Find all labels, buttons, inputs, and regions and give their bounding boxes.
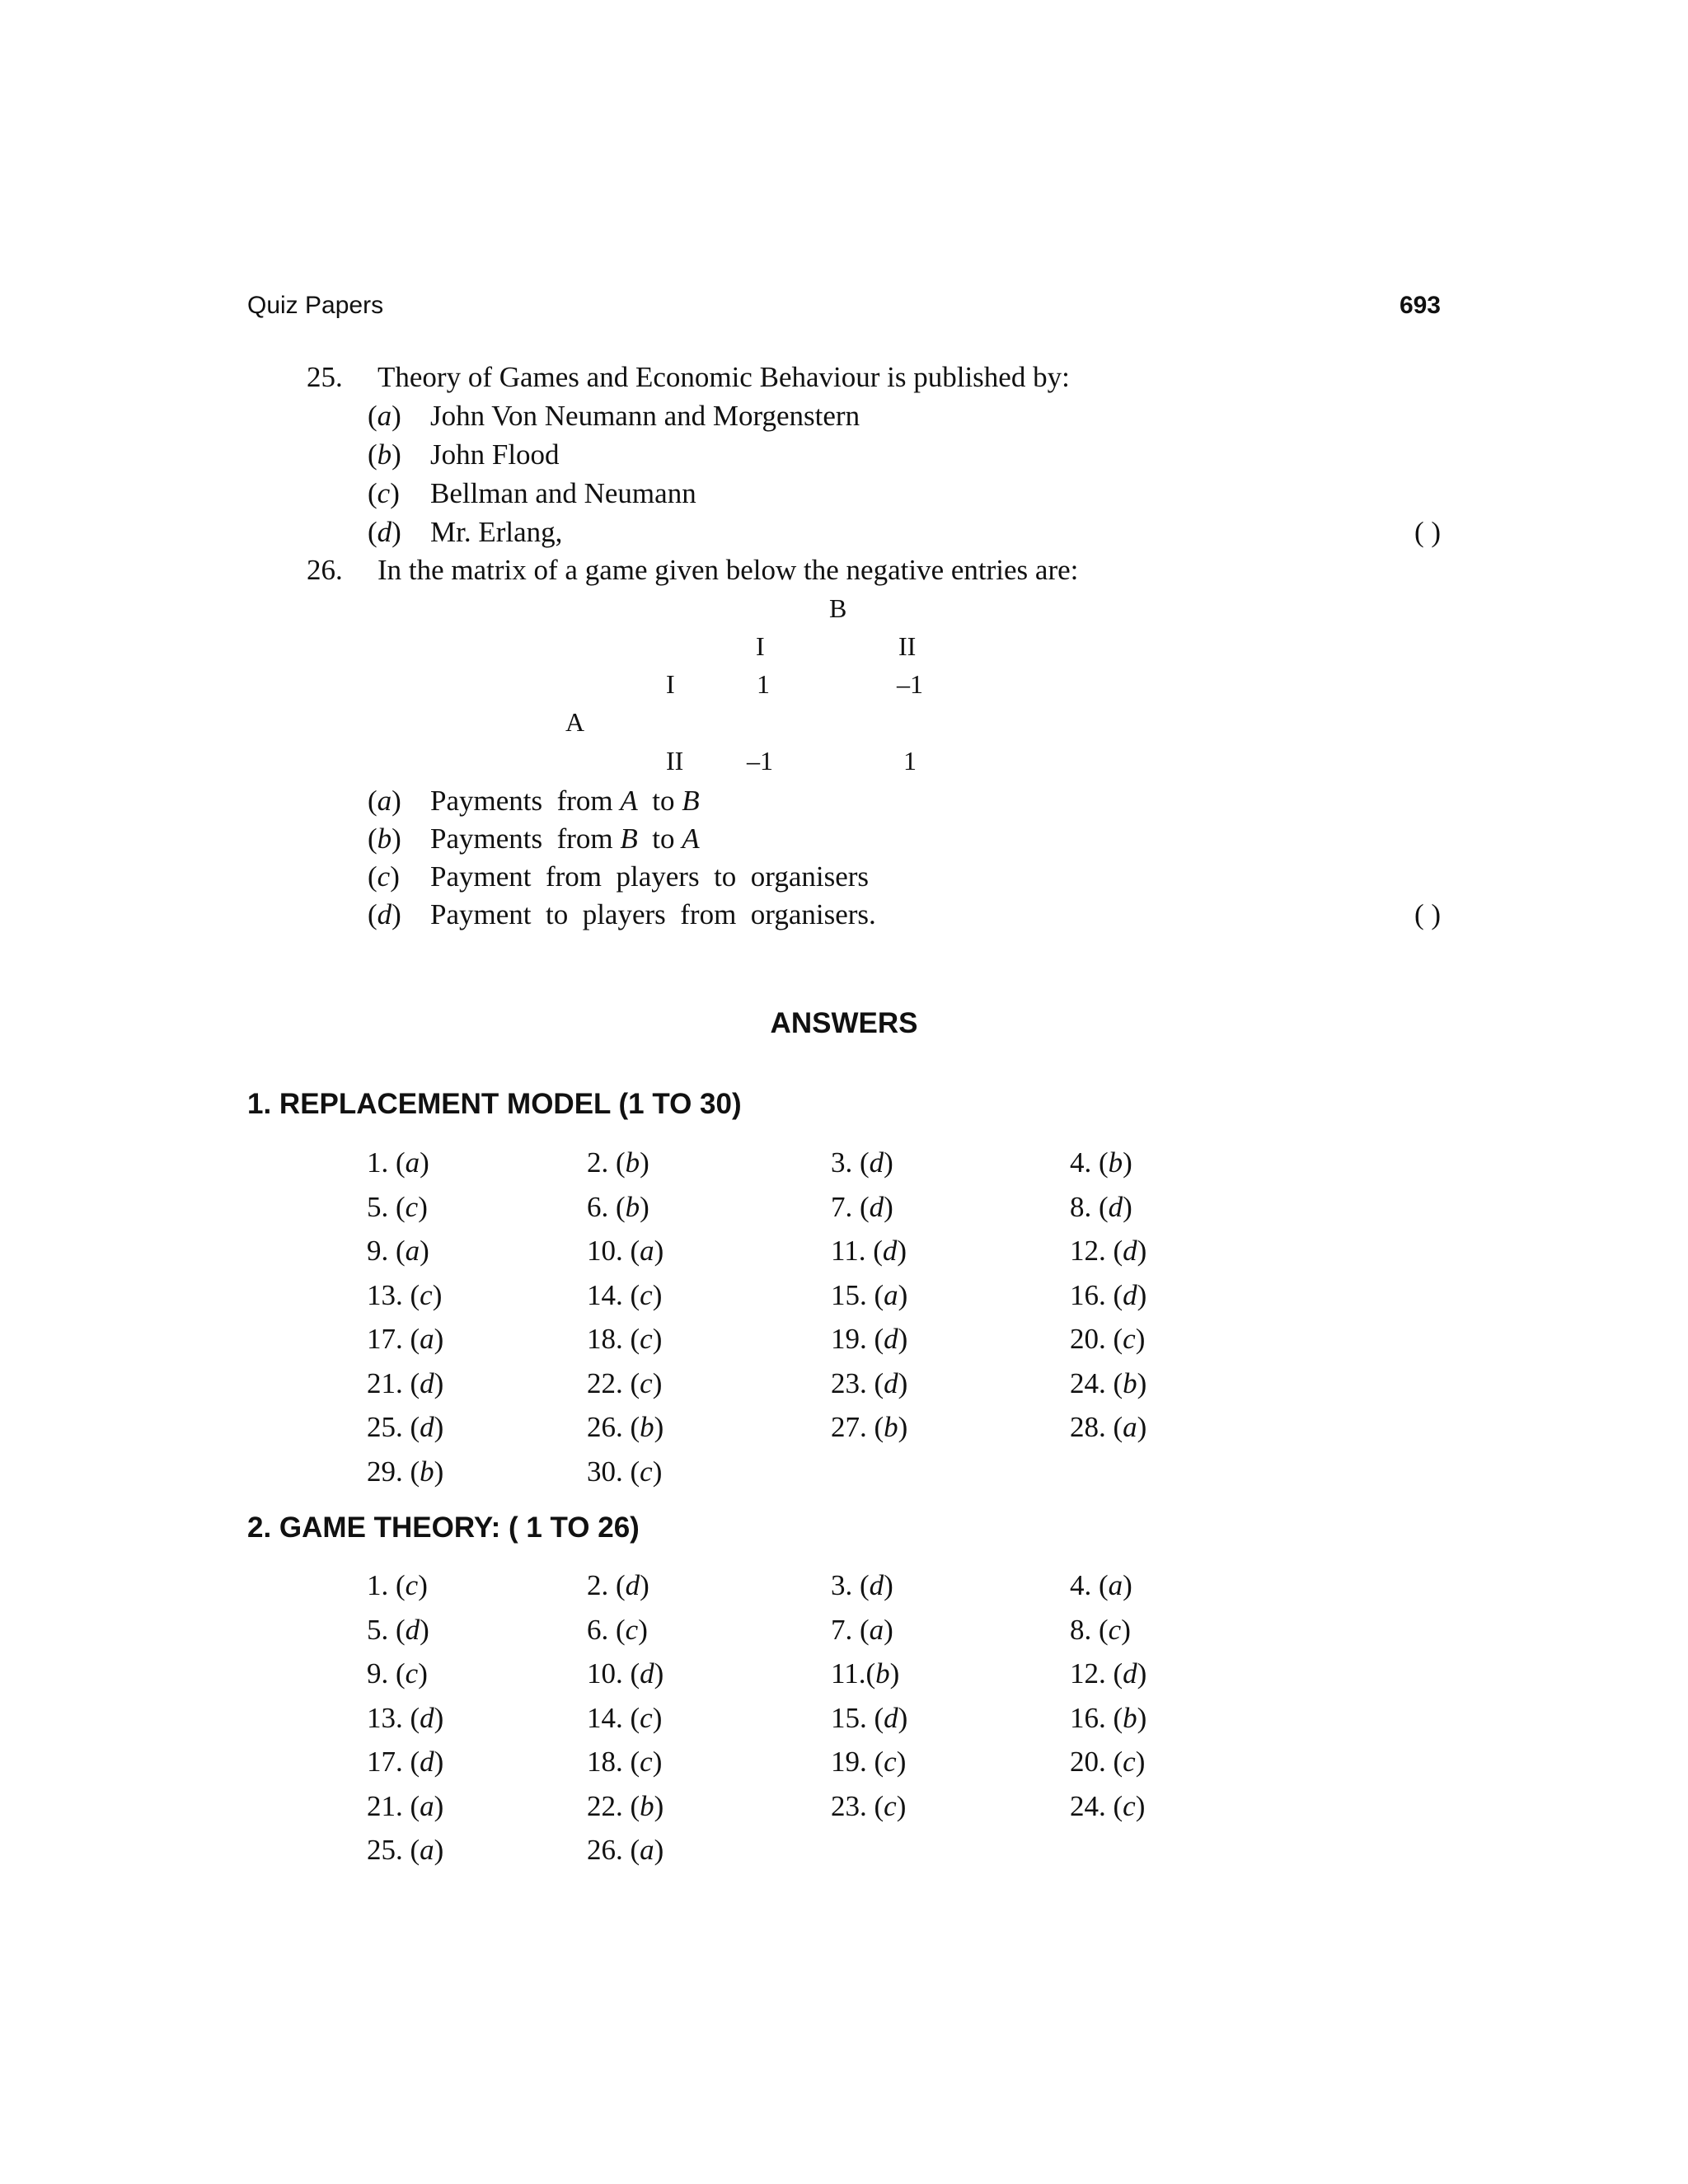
page-number: 693 [1399, 292, 1441, 319]
answer-item: 15. (a) [831, 1278, 908, 1311]
matrix-cell: –1 [897, 669, 923, 699]
answer-item: 9. (a) [367, 1235, 429, 1267]
option-text-part: Payments from [430, 823, 621, 855]
answer-number: 11. [831, 1235, 866, 1267]
answer-letter: a [869, 1613, 884, 1646]
answer-letter: a [420, 1323, 434, 1355]
answer-letter: a [420, 1789, 434, 1822]
answer-letter: c [405, 1657, 419, 1690]
option-text-part: to [637, 785, 682, 817]
answer-item: 28. (a) [1070, 1411, 1147, 1443]
answer-letter: d [1123, 1657, 1137, 1690]
answer-letter: b [640, 1789, 654, 1822]
answer-letter: b [420, 1455, 434, 1488]
answer-item: 16. (d) [1070, 1278, 1147, 1311]
answer-item: 8. (d) [1070, 1190, 1132, 1223]
option-variable: B [620, 823, 638, 855]
answer-item: 25. (d) [367, 1411, 444, 1443]
answer-letter: c [1123, 1323, 1136, 1355]
answer-number: 24. [1070, 1366, 1106, 1399]
answer-number: 23. [831, 1789, 867, 1822]
matrix-col-label-1: I [756, 631, 765, 661]
option-letter: (b) [368, 438, 401, 471]
option-text: Mr. Erlang, [430, 516, 563, 548]
answer-letter: c [625, 1613, 639, 1646]
answer-item: 19. (d) [831, 1323, 908, 1355]
option-variable: B [682, 785, 700, 817]
answer-number: 23. [831, 1366, 867, 1399]
answer-item: 1. (a) [367, 1146, 429, 1179]
answer-item: 17. (d) [367, 1746, 444, 1778]
option-text [430, 895, 876, 934]
answer-item: 13. (d) [367, 1701, 444, 1734]
answer-letter: d [882, 1235, 898, 1267]
answer-number: 12. [1070, 1235, 1106, 1267]
answer-letter: c [405, 1190, 419, 1223]
answer-number: 1. [367, 1569, 389, 1601]
answer-item: 11.(b) [831, 1657, 900, 1690]
answer-item: 27. (b) [831, 1411, 908, 1443]
answer-item: 15. (d) [831, 1701, 908, 1734]
answer-item: 30. (c) [587, 1455, 663, 1488]
answer-number: 26. [587, 1834, 623, 1866]
matrix-cell: 1 [903, 746, 917, 776]
question-26-answer-blank: ( ) [1414, 898, 1441, 930]
answer-item: 3. (d) [831, 1569, 893, 1601]
question-26-text: In the matrix of a game given below the negative entries are: [377, 554, 1079, 586]
answer-letter: a [420, 1834, 434, 1866]
answer-letter: c [640, 1278, 653, 1311]
answer-number: 17. [367, 1746, 403, 1778]
option-text-part: Payment from players to organisers [430, 860, 870, 893]
answer-item: 10. (a) [587, 1235, 664, 1267]
matrix-row-label-1: I [666, 669, 675, 699]
answer-letter: d [420, 1746, 434, 1778]
answer-letter: d [869, 1146, 884, 1179]
option-text-part: Payment to players from organisers. [430, 898, 876, 930]
answer-letter: b [625, 1146, 640, 1179]
answer-number: 6. [587, 1190, 609, 1223]
answer-number: 3. [831, 1569, 853, 1601]
answer-number: 8. [1070, 1613, 1092, 1646]
answer-number: 9. [367, 1657, 389, 1690]
answer-number: 3. [831, 1146, 853, 1179]
answer-letter: c [1108, 1613, 1122, 1646]
answer-number: 11. [831, 1657, 866, 1690]
answer-letter: c [640, 1746, 653, 1778]
answer-letter: b [884, 1411, 898, 1443]
matrix-col-player: B [829, 593, 847, 623]
answer-letter: d [1123, 1278, 1137, 1311]
answer-number: 15. [831, 1701, 867, 1734]
answer-item: 4. (a) [1070, 1569, 1132, 1601]
answer-number: 17. [367, 1323, 403, 1355]
answer-number: 25. [367, 1411, 403, 1443]
answer-letter: d [884, 1323, 898, 1355]
option-letter-value: d [377, 516, 392, 548]
answer-item: 24. (c) [1070, 1789, 1146, 1822]
answer-item: 22. (b) [587, 1789, 664, 1822]
answer-number: 2. [587, 1146, 609, 1179]
option-letter: (b) [368, 823, 401, 855]
answer-letter: c [420, 1278, 433, 1311]
question-25-answer-blank: ( ) [1414, 516, 1441, 548]
matrix-cell: 1 [757, 669, 770, 699]
option-text [430, 857, 869, 896]
option-variable: A [682, 823, 700, 855]
answer-number: 13. [367, 1278, 403, 1311]
answer-item: 12. (d) [1070, 1235, 1147, 1267]
answer-item: 3. (d) [831, 1146, 893, 1179]
answer-number: 16. [1070, 1278, 1106, 1311]
matrix-col-label-2: II [898, 631, 917, 661]
answer-number: 15. [831, 1278, 867, 1311]
answer-number: 1. [367, 1146, 389, 1179]
answer-number: 6. [587, 1613, 609, 1646]
answer-letter: d [640, 1657, 654, 1690]
option-letter-value: a [377, 400, 392, 432]
answer-number: 12. [1070, 1657, 1106, 1690]
answer-item: 21. (d) [367, 1366, 444, 1399]
answer-item: 18. (c) [587, 1323, 663, 1355]
answer-letter: c [405, 1569, 419, 1601]
answer-number: 21. [367, 1789, 403, 1822]
option-letter-value: a [377, 785, 392, 817]
answer-item: 5. (c) [367, 1190, 428, 1223]
option-letter: (a) [368, 400, 401, 432]
answer-number: 10. [587, 1657, 623, 1690]
answer-number: 7. [831, 1190, 853, 1223]
answer-number: 18. [587, 1746, 623, 1778]
answer-number: 25. [367, 1834, 403, 1866]
option-letter-value: b [377, 823, 392, 855]
answer-letter: b [1123, 1366, 1137, 1399]
answer-number: 24. [1070, 1789, 1106, 1822]
answer-item: 6. (c) [587, 1613, 648, 1646]
answer-item: 23. (d) [831, 1366, 908, 1399]
answer-item: 12. (d) [1070, 1657, 1147, 1690]
answer-letter: a [405, 1146, 420, 1179]
option-text: Bellman and Neumann [430, 477, 696, 509]
answer-item: 14. (c) [587, 1701, 663, 1734]
option-text: John Flood [430, 438, 560, 471]
answer-number: 28. [1070, 1411, 1106, 1443]
option-text [430, 819, 700, 858]
answer-item: 5. (d) [367, 1613, 429, 1646]
answer-letter: b [1108, 1146, 1123, 1179]
answer-item: 19. (c) [831, 1746, 907, 1778]
answer-letter: c [640, 1701, 653, 1734]
answer-number: 5. [367, 1613, 389, 1646]
answer-item: 17. (a) [367, 1323, 444, 1355]
answer-number: 18. [587, 1323, 623, 1355]
answer-letter: d [405, 1613, 420, 1646]
answer-letter: a [884, 1278, 898, 1311]
option-letter-value: c [377, 477, 391, 509]
answer-letter: c [1123, 1746, 1136, 1778]
option-letter: (c) [368, 477, 400, 509]
answer-letter: c [884, 1789, 897, 1822]
answer-item: 21. (a) [367, 1789, 444, 1822]
answer-number: 29. [367, 1455, 403, 1488]
answer-item: 20. (c) [1070, 1746, 1146, 1778]
answer-item: 24. (b) [1070, 1366, 1147, 1399]
answer-item: 2. (d) [587, 1569, 649, 1601]
option-text-part: to [637, 823, 682, 855]
answer-number: 9. [367, 1235, 389, 1267]
answer-item: 1. (c) [367, 1569, 428, 1601]
answer-number: 13. [367, 1701, 403, 1734]
answer-number: 19. [831, 1323, 867, 1355]
answer-number: 20. [1070, 1323, 1106, 1355]
answer-number: 21. [367, 1366, 403, 1399]
answer-letter: a [1108, 1569, 1123, 1601]
answer-item: 18. (c) [587, 1746, 663, 1778]
answer-number: 7. [831, 1613, 853, 1646]
matrix-row-label-2: II [666, 746, 684, 776]
option-letter: (c) [368, 860, 400, 893]
answer-letter: b [875, 1657, 890, 1690]
matrix-row-player: A [565, 707, 585, 737]
answers-title: ANSWERS [770, 1007, 918, 1039]
answer-letter: a [405, 1235, 420, 1267]
answer-letter: d [420, 1701, 434, 1734]
answer-item: 25. (a) [367, 1834, 444, 1866]
running-header: Quiz Papers [247, 292, 384, 319]
answer-number: 4. [1070, 1146, 1092, 1179]
answer-number: 4. [1070, 1569, 1092, 1601]
answer-letter: d [869, 1190, 884, 1223]
answer-letter: d [420, 1366, 434, 1399]
option-letter-value: b [377, 438, 392, 471]
answer-number: 27. [831, 1411, 867, 1443]
answer-letter: d [1108, 1190, 1123, 1223]
answer-letter: d [884, 1701, 898, 1734]
answer-number: 20. [1070, 1746, 1106, 1778]
answer-item: 16. (b) [1070, 1701, 1147, 1734]
matrix-cell: –1 [747, 746, 773, 776]
answer-item: 7. (d) [831, 1190, 893, 1223]
option-variable: A [620, 785, 638, 817]
section-1-title: 1. REPLACEMENT MODEL (1 TO 30) [247, 1088, 742, 1120]
answer-letter: c [640, 1366, 653, 1399]
answer-number: 30. [587, 1455, 623, 1488]
option-letter: (a) [368, 785, 401, 817]
answer-number: 16. [1070, 1701, 1106, 1734]
answer-item: 22. (c) [587, 1366, 663, 1399]
option-letter: (d) [368, 898, 401, 930]
answer-number: 19. [831, 1746, 867, 1778]
answer-letter: c [1123, 1789, 1136, 1822]
answer-number: 14. [587, 1278, 623, 1311]
answer-number: 10. [587, 1235, 623, 1267]
answer-item: 2. (b) [587, 1146, 649, 1179]
answer-item: 11. (d) [831, 1235, 907, 1267]
question-25-text: Theory of Games and Economic Behaviour is published by: [377, 361, 1070, 393]
answer-letter: b [1123, 1701, 1137, 1734]
answer-letter: d [869, 1569, 884, 1601]
answer-letter: b [640, 1411, 654, 1443]
answer-item: 13. (c) [367, 1278, 443, 1311]
option-letter-value: c [377, 860, 391, 893]
answer-letter: a [640, 1834, 654, 1866]
option-text: John Von Neumann and Morgenstern [430, 400, 860, 432]
answer-item: 4. (b) [1070, 1146, 1132, 1179]
option-letter: (d) [368, 516, 401, 548]
answer-number: 2. [587, 1569, 609, 1601]
answer-item: 23. (c) [831, 1789, 907, 1822]
answer-item: 10. (d) [587, 1657, 664, 1690]
answer-letter: d [420, 1411, 434, 1443]
option-letter-value: d [377, 898, 392, 930]
question-26-number: 26. [307, 554, 343, 586]
answer-item: 26. (a) [587, 1834, 664, 1866]
answer-letter: c [884, 1746, 897, 1778]
answer-letter: b [625, 1190, 640, 1223]
answer-letter: d [884, 1366, 898, 1399]
answer-number: 8. [1070, 1190, 1092, 1223]
answer-item: 20. (c) [1070, 1323, 1146, 1355]
answer-item: 6. (b) [587, 1190, 649, 1223]
answer-item: 9. (c) [367, 1657, 428, 1690]
answer-number: 5. [367, 1190, 389, 1223]
answer-item: 26. (b) [587, 1411, 664, 1443]
answer-letter: a [1123, 1411, 1137, 1443]
answer-item: 29. (b) [367, 1455, 444, 1488]
answer-number: 22. [587, 1789, 623, 1822]
answer-number: 26. [587, 1411, 623, 1443]
section-2-title: 2. GAME THEORY: ( 1 TO 26) [247, 1511, 640, 1544]
answer-item: 7. (a) [831, 1613, 893, 1646]
answer-letter: c [640, 1455, 653, 1488]
answer-item: 8. (c) [1070, 1613, 1131, 1646]
option-text-part: Payments from [430, 785, 621, 817]
answer-number: 14. [587, 1701, 623, 1734]
answer-letter: c [640, 1323, 653, 1355]
option-text [430, 781, 700, 820]
answer-letter: a [640, 1235, 654, 1267]
question-25-number: 25. [307, 361, 343, 393]
answer-letter: d [1123, 1235, 1137, 1267]
answer-item: 14. (c) [587, 1278, 663, 1311]
answer-letter: d [625, 1569, 640, 1601]
answer-number: 22. [587, 1366, 623, 1399]
